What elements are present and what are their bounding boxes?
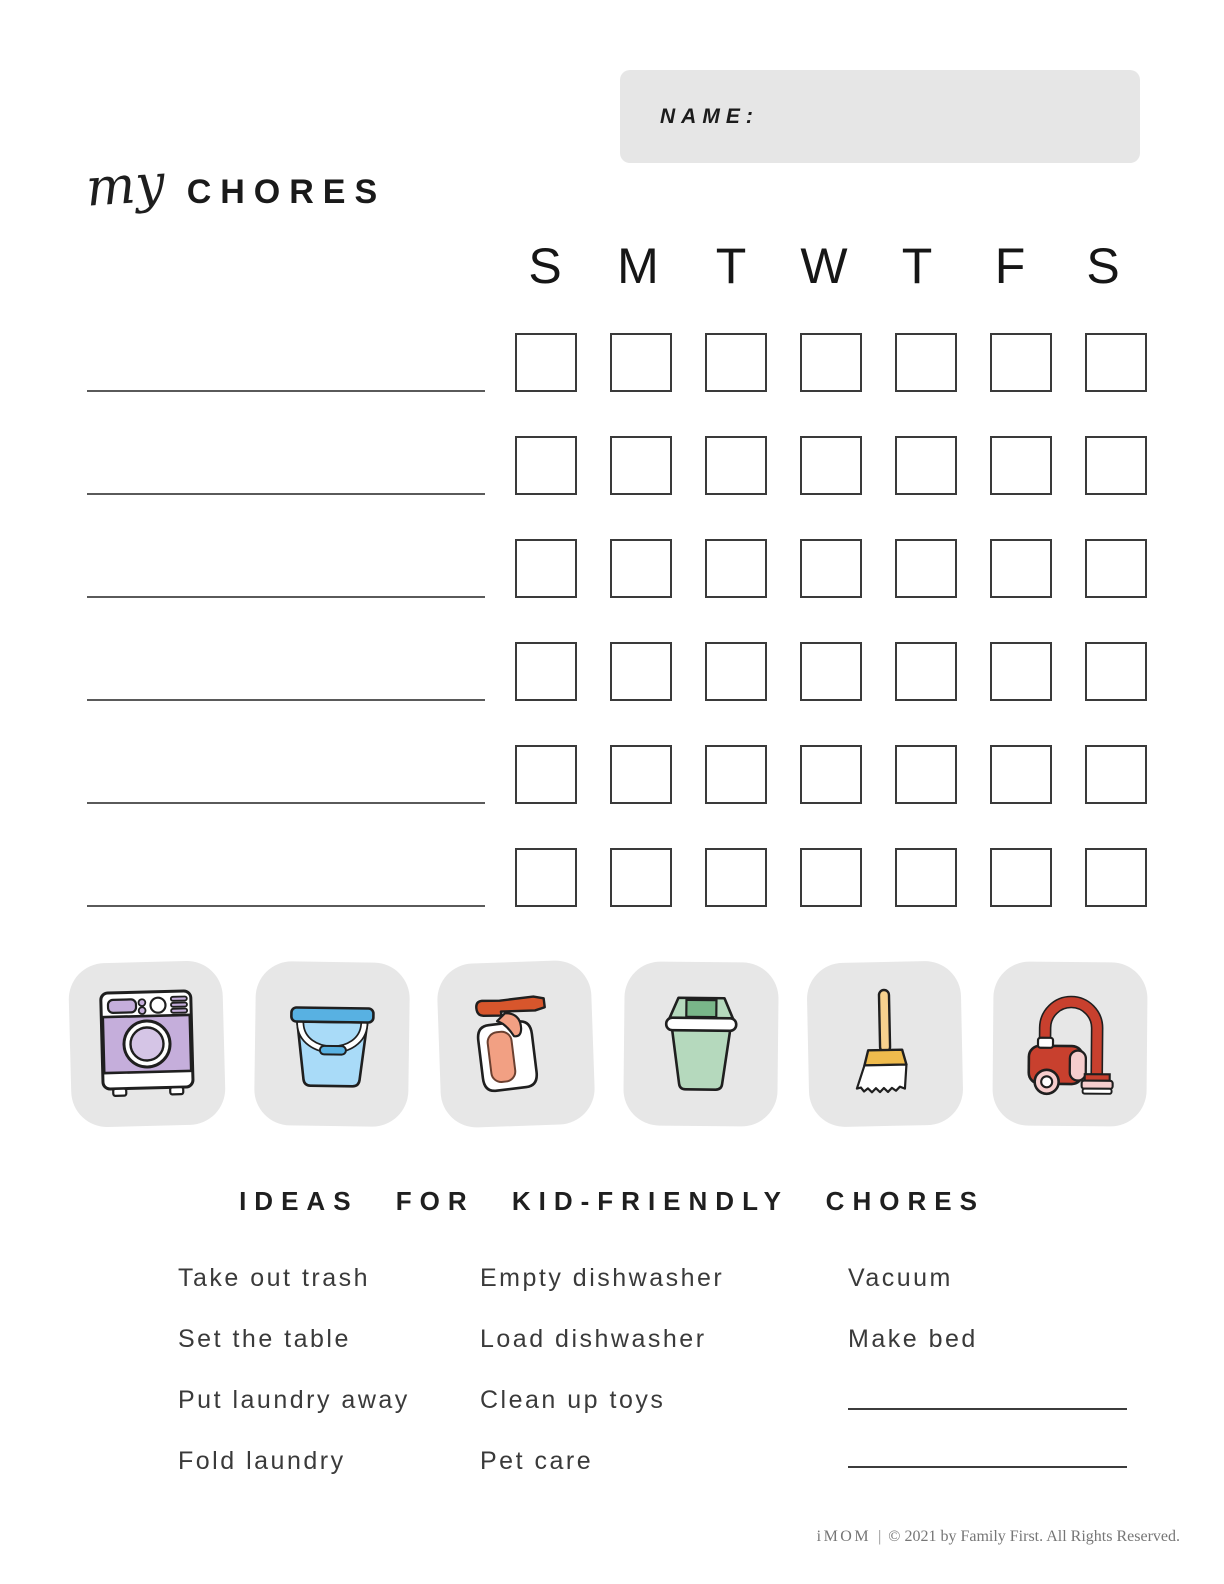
day-checkbox — [895, 436, 957, 495]
footer-separator: | — [878, 1528, 882, 1545]
day-checkbox — [895, 642, 957, 701]
checkbox-row — [515, 642, 1147, 701]
chore-row — [87, 745, 1133, 805]
day-checkbox — [1085, 745, 1147, 804]
day-checkbox — [705, 745, 767, 804]
idea-item: Fold laundry — [178, 1447, 346, 1475]
name-box — [620, 70, 1140, 163]
day-checkbox — [515, 745, 577, 804]
idea-item: Take out trash — [178, 1264, 371, 1292]
name-label: NAME: — [660, 104, 759, 128]
chore-name-line — [87, 390, 485, 392]
day-checkbox — [1085, 333, 1147, 392]
spray-bottle-icon — [459, 982, 573, 1106]
day-checkbox — [610, 539, 672, 598]
day-checkbox — [705, 848, 767, 907]
chore-row — [87, 333, 1133, 393]
bucket-icon — [276, 983, 388, 1105]
day-checkbox — [990, 642, 1052, 701]
vacuum-tile — [992, 961, 1147, 1126]
day-checkbox — [705, 333, 767, 392]
ideas-column-3 — [848, 1248, 978, 1370]
day-checkbox — [515, 539, 577, 598]
spray-bottle-tile — [436, 959, 596, 1128]
day-header-friday: F — [994, 238, 1026, 294]
idea-item: Vacuum — [848, 1264, 953, 1292]
trash-can-tile — [623, 961, 779, 1127]
broom-icon — [829, 983, 941, 1105]
footer-copyright — [817, 1528, 1180, 1546]
footer-rights-text: © 2021 by Family First. All Rights Reserved. — [888, 1528, 1180, 1545]
day-checkbox — [990, 848, 1052, 907]
ideas-column-1 — [178, 1248, 410, 1492]
washing-machine-icon — [90, 983, 203, 1106]
day-checkbox — [1085, 436, 1147, 495]
day-checkbox — [990, 539, 1052, 598]
washing-machine-tile — [68, 960, 226, 1128]
checkbox-row — [515, 333, 1147, 392]
chore-name-line — [87, 905, 485, 907]
day-header-thursday: T — [901, 238, 933, 294]
day-checkbox — [705, 642, 767, 701]
day-checkbox — [515, 436, 577, 495]
idea-item: Clean up toys — [480, 1386, 666, 1414]
day-checkbox — [1085, 642, 1147, 701]
chore-row — [87, 539, 1133, 599]
idea-item: Set the table — [178, 1325, 351, 1353]
day-checkbox — [610, 745, 672, 804]
day-header-monday: M — [617, 238, 659, 294]
idea-item: Make bed — [848, 1325, 978, 1353]
bucket-tile — [253, 961, 409, 1127]
chore-row — [87, 848, 1133, 908]
ideas-column-2 — [480, 1248, 724, 1492]
checkbox-row — [515, 848, 1147, 907]
day-checkbox — [800, 848, 862, 907]
day-header-sunday: S — [528, 238, 562, 294]
chore-name-line — [87, 699, 485, 701]
chore-row — [87, 642, 1133, 702]
idea-item: Put laundry away — [178, 1386, 410, 1414]
day-checkbox — [610, 436, 672, 495]
checkbox-row — [515, 745, 1147, 804]
title-script-word: my — [84, 153, 167, 219]
footer-brand: iMOM — [816, 1528, 872, 1545]
chore-name-line — [87, 802, 485, 804]
day-checkbox — [895, 848, 957, 907]
idea-write-in-line — [848, 1408, 1127, 1410]
idea-write-in-line — [848, 1466, 1127, 1468]
day-checkbox — [705, 436, 767, 495]
day-checkbox — [990, 745, 1052, 804]
day-checkbox — [990, 436, 1052, 495]
broom-tile — [807, 960, 964, 1127]
day-checkbox — [515, 333, 577, 392]
chore-name-line — [87, 596, 485, 598]
trash-can-icon — [645, 983, 756, 1104]
day-checkbox — [705, 539, 767, 598]
day-checkbox — [800, 436, 862, 495]
day-header-row — [515, 240, 1133, 292]
chore-icon-tiles — [70, 962, 1147, 1128]
day-checkbox — [800, 642, 862, 701]
idea-item: Load dishwasher — [480, 1325, 707, 1353]
day-checkbox — [800, 333, 862, 392]
day-checkbox — [895, 745, 957, 804]
day-checkbox — [610, 642, 672, 701]
day-checkbox — [895, 539, 957, 598]
day-checkbox — [610, 333, 672, 392]
day-checkbox — [1085, 848, 1147, 907]
vacuum-icon — [1014, 984, 1125, 1105]
title-main-word: CHORES — [186, 173, 387, 211]
day-checkbox — [610, 848, 672, 907]
checkbox-row — [515, 436, 1147, 495]
ideas-heading: IDEAS FOR KID-FRIENDLY CHORES — [239, 1186, 985, 1216]
chore-row — [87, 436, 1133, 496]
day-checkbox — [1085, 539, 1147, 598]
day-checkbox — [800, 745, 862, 804]
day-checkbox — [990, 333, 1052, 392]
idea-item: Empty dishwasher — [480, 1264, 725, 1292]
day-header-tuesday: T — [715, 238, 747, 294]
day-checkbox — [800, 539, 862, 598]
day-header-saturday: S — [1086, 238, 1120, 294]
checkbox-row — [515, 539, 1147, 598]
day-header-wednesday: W — [800, 238, 848, 294]
day-checkbox — [515, 848, 577, 907]
idea-item: Pet care — [480, 1447, 594, 1475]
day-checkbox — [895, 333, 957, 392]
page-title — [84, 153, 387, 226]
chore-name-line — [87, 493, 485, 495]
day-checkbox — [515, 642, 577, 701]
